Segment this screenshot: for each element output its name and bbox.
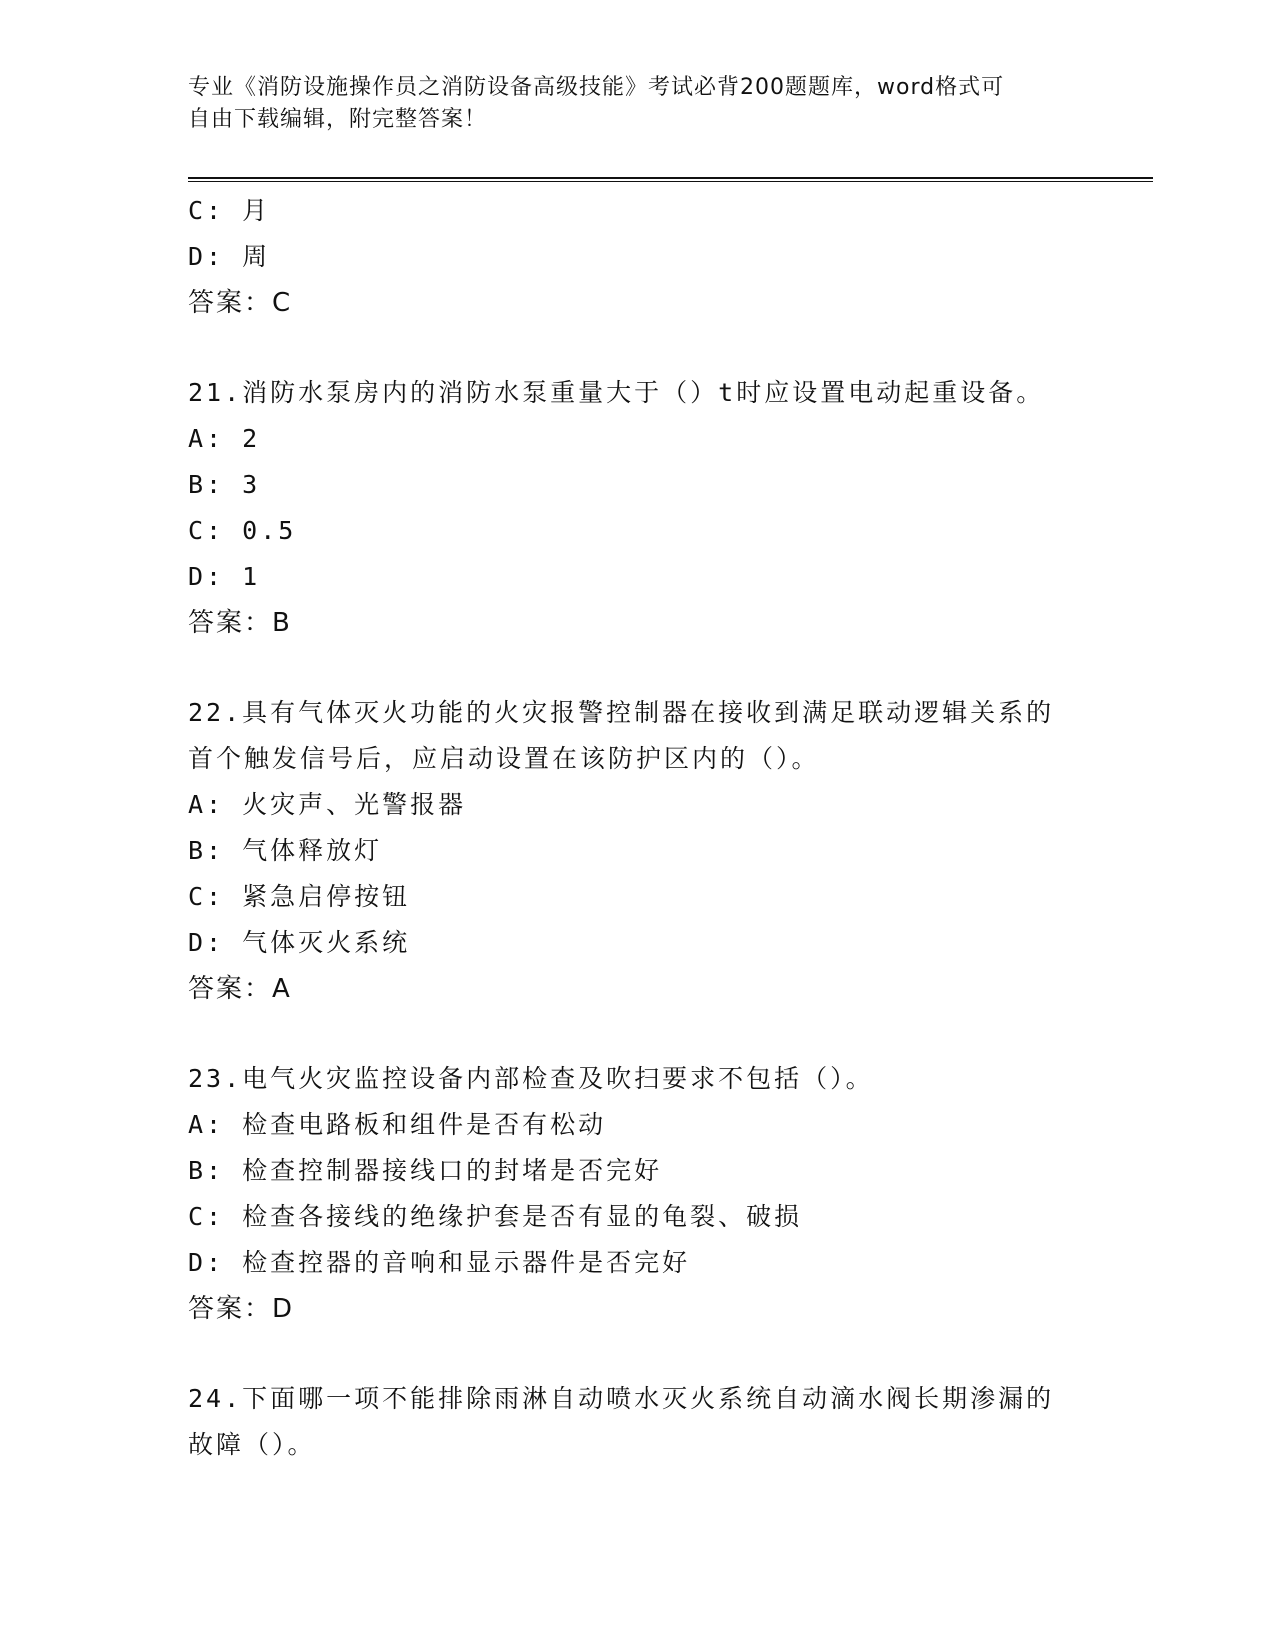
question-20-tail	[188, 188, 1088, 326]
header-divider-thin	[188, 181, 1153, 182]
header-title-line-2: 自由下载编辑，附完整答案！	[188, 107, 488, 132]
option-c: C: 紧急启停按钮	[188, 882, 411, 911]
option-d: D: 1	[188, 562, 261, 591]
option-b: B: 气体释放灯	[188, 836, 383, 865]
answer-line: 答案：B	[188, 608, 292, 638]
spacer	[188, 1012, 1088, 1056]
question-22	[188, 690, 1088, 1012]
answer-line: 答案：D	[188, 1294, 295, 1324]
spacer	[188, 646, 1088, 690]
option-c: C: 0.5	[188, 516, 297, 545]
question-text: 21.消防水泵房内的消防水泵重量大于（）t时应设置电动起重设备。	[188, 378, 1045, 407]
option-d: D: 周	[188, 242, 271, 271]
question-list	[188, 188, 1088, 1468]
question-text: 24.下面哪一项不能排除雨淋自动喷水灭火系统自动滴水阀长期渗漏的	[188, 1384, 1055, 1413]
option-a: A: 火灾声、光警报器	[188, 790, 467, 819]
answer-line: 答案：A	[188, 974, 292, 1004]
option-c: C: 月	[188, 196, 271, 225]
option-b: B: 检查控制器接线口的封堵是否完好	[188, 1156, 663, 1185]
question-text: 22.具有气体灭火功能的火灾报警控制器在接收到满足联动逻辑关系的	[188, 698, 1055, 727]
option-d: D: 检查控器的音响和显示器件是否完好	[188, 1248, 691, 1277]
question-21	[188, 370, 1088, 646]
option-d: D: 气体灭火系统	[188, 928, 411, 957]
header-divider-thick	[188, 177, 1153, 179]
question-text-continued: 故障（）。	[188, 1430, 316, 1459]
question-23	[188, 1056, 1088, 1332]
header-title-line-1: 专业《消防设施操作员之消防设备高级技能》考试必背200题题库，word格式可	[188, 75, 1005, 100]
spacer	[188, 1332, 1088, 1376]
question-24	[188, 1376, 1088, 1468]
option-a: A: 检查电路板和组件是否有松动	[188, 1110, 607, 1139]
question-text-continued: 首个触发信号后，应启动设置在该防护区内的（）。	[188, 744, 820, 773]
option-c: C: 检查各接线的绝缘护套是否有显的龟裂、破损	[188, 1202, 803, 1231]
document-header	[188, 72, 1068, 136]
option-a: A: 2	[188, 424, 261, 453]
answer-line: 答案：C	[188, 288, 293, 318]
question-text: 23.电气火灾监控设备内部检查及吹扫要求不包括（）。	[188, 1064, 874, 1093]
option-b: B: 3	[188, 470, 261, 499]
spacer	[188, 326, 1088, 370]
